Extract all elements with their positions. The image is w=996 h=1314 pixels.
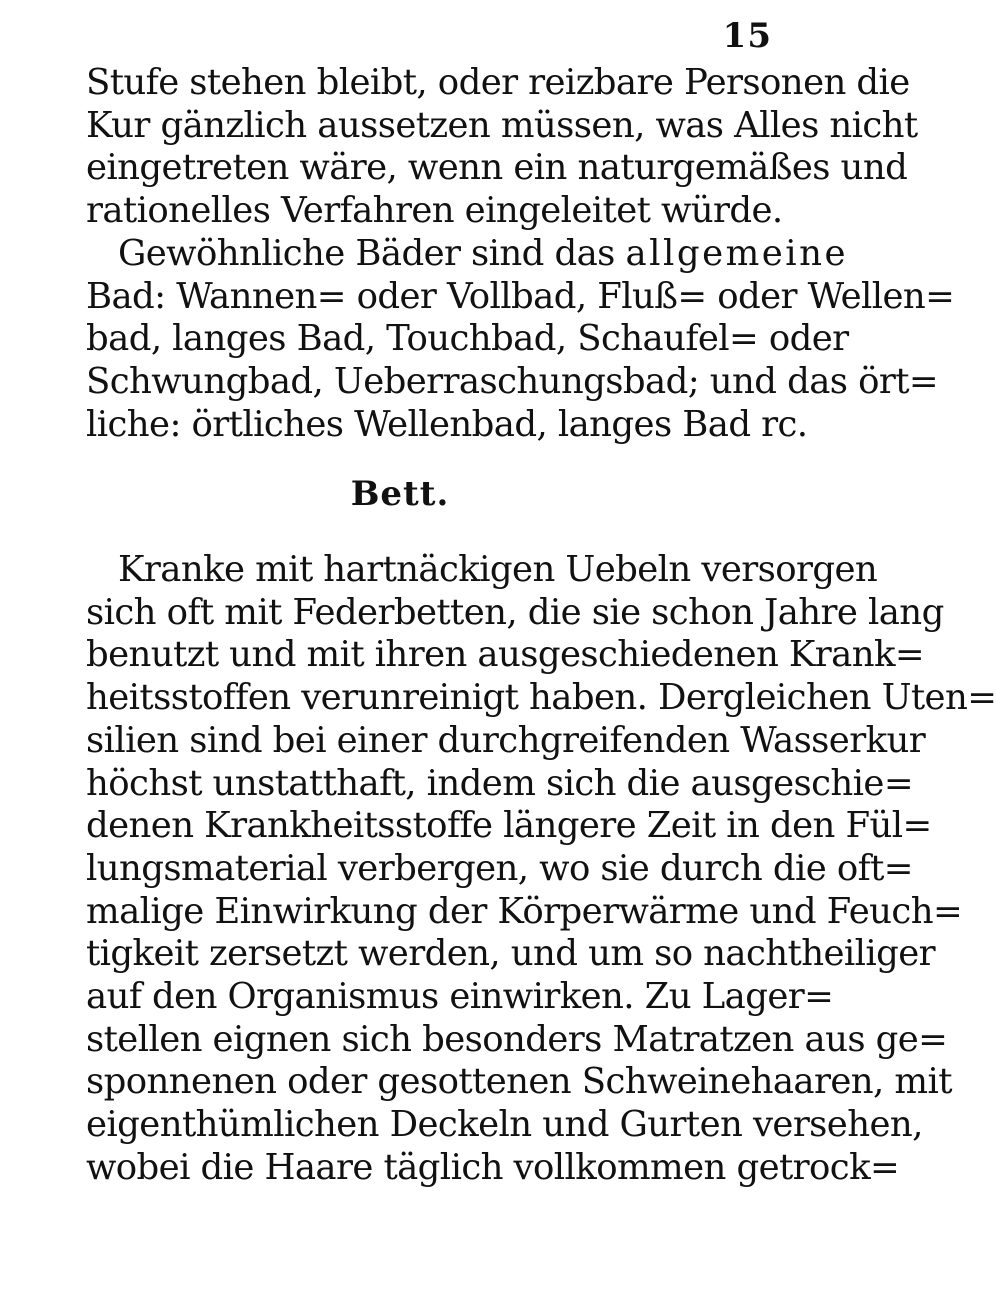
text-fragment: Gewöhnliche Bäder sind das (118, 233, 615, 274)
text-line: eigenthümlichen Deckeln und Gurten versehen, (86, 1104, 923, 1146)
text-line: Schwungbad, Ueberraschungsbad; und das ört= (86, 361, 939, 403)
text-line: Kur gänzlich aussetzen müssen, was Alles nicht (86, 104, 918, 146)
text-line: Bad: Wannen= oder Vollbad, Fluß= oder Wellen= (86, 275, 955, 317)
page-number: 15 (722, 16, 772, 56)
text-line: lungsmaterial verbergen, wo sie durch die oft= (86, 847, 913, 889)
text-line: benutzt und mit ihren ausgeschiedenen Krank= (86, 634, 925, 676)
paragraph-baths (86, 233, 955, 447)
text-line: rationelles Verfahren eingeleitet würde. (86, 190, 783, 232)
text-line: denen Krankheitsstoffe längere Zeit in den Fül= (86, 805, 932, 847)
text-line: Kranke mit hartnäckigen Uebeln versorgen (118, 549, 878, 590)
text-line: liche: örtliches Wellenbad, langes Bad rc. (86, 403, 808, 445)
section-heading: Bett. (350, 474, 450, 514)
text-line (86, 233, 848, 276)
text-line: bad, langes Bad, Touchbad, Schaufel= oder (86, 318, 849, 360)
paragraph-bed (86, 549, 996, 1190)
text-line: sich oft mit Federbetten, die sie schon Jahre lang (86, 591, 944, 633)
text-line: Stufe stehen bleibt, oder reizbare Personen die (86, 62, 910, 103)
emphasized-text: allgemeine (625, 233, 848, 274)
text-line: stellen eignen sich besonders Matratzen aus ge= (86, 1018, 948, 1060)
text-line: silien sind bei einer durchgreifenden Wasserkur (86, 719, 926, 761)
text-line: auf den Organismus einwirken. Zu Lager= (86, 976, 834, 1018)
paragraph-continuation (86, 62, 918, 233)
text-line: eingetreten wäre, wenn ein naturgemäßes und (86, 147, 908, 189)
text-line: malige Einwirkung der Körperwärme und Feuch= (86, 890, 963, 932)
text-line: wobei die Haare täglich vollkommen getrock= (86, 1146, 900, 1188)
text-line: höchst unstatthaft, indem sich die ausgeschie= (86, 762, 913, 804)
text-line: tigkeit zersetzt werden, und um so nachtheiliger (86, 933, 936, 975)
text-line: sponnenen oder gesottenen Schweinehaaren, mit (86, 1061, 952, 1103)
text-line: heitsstoffen verunreinigt haben. Dergleichen Uten= (86, 677, 996, 719)
